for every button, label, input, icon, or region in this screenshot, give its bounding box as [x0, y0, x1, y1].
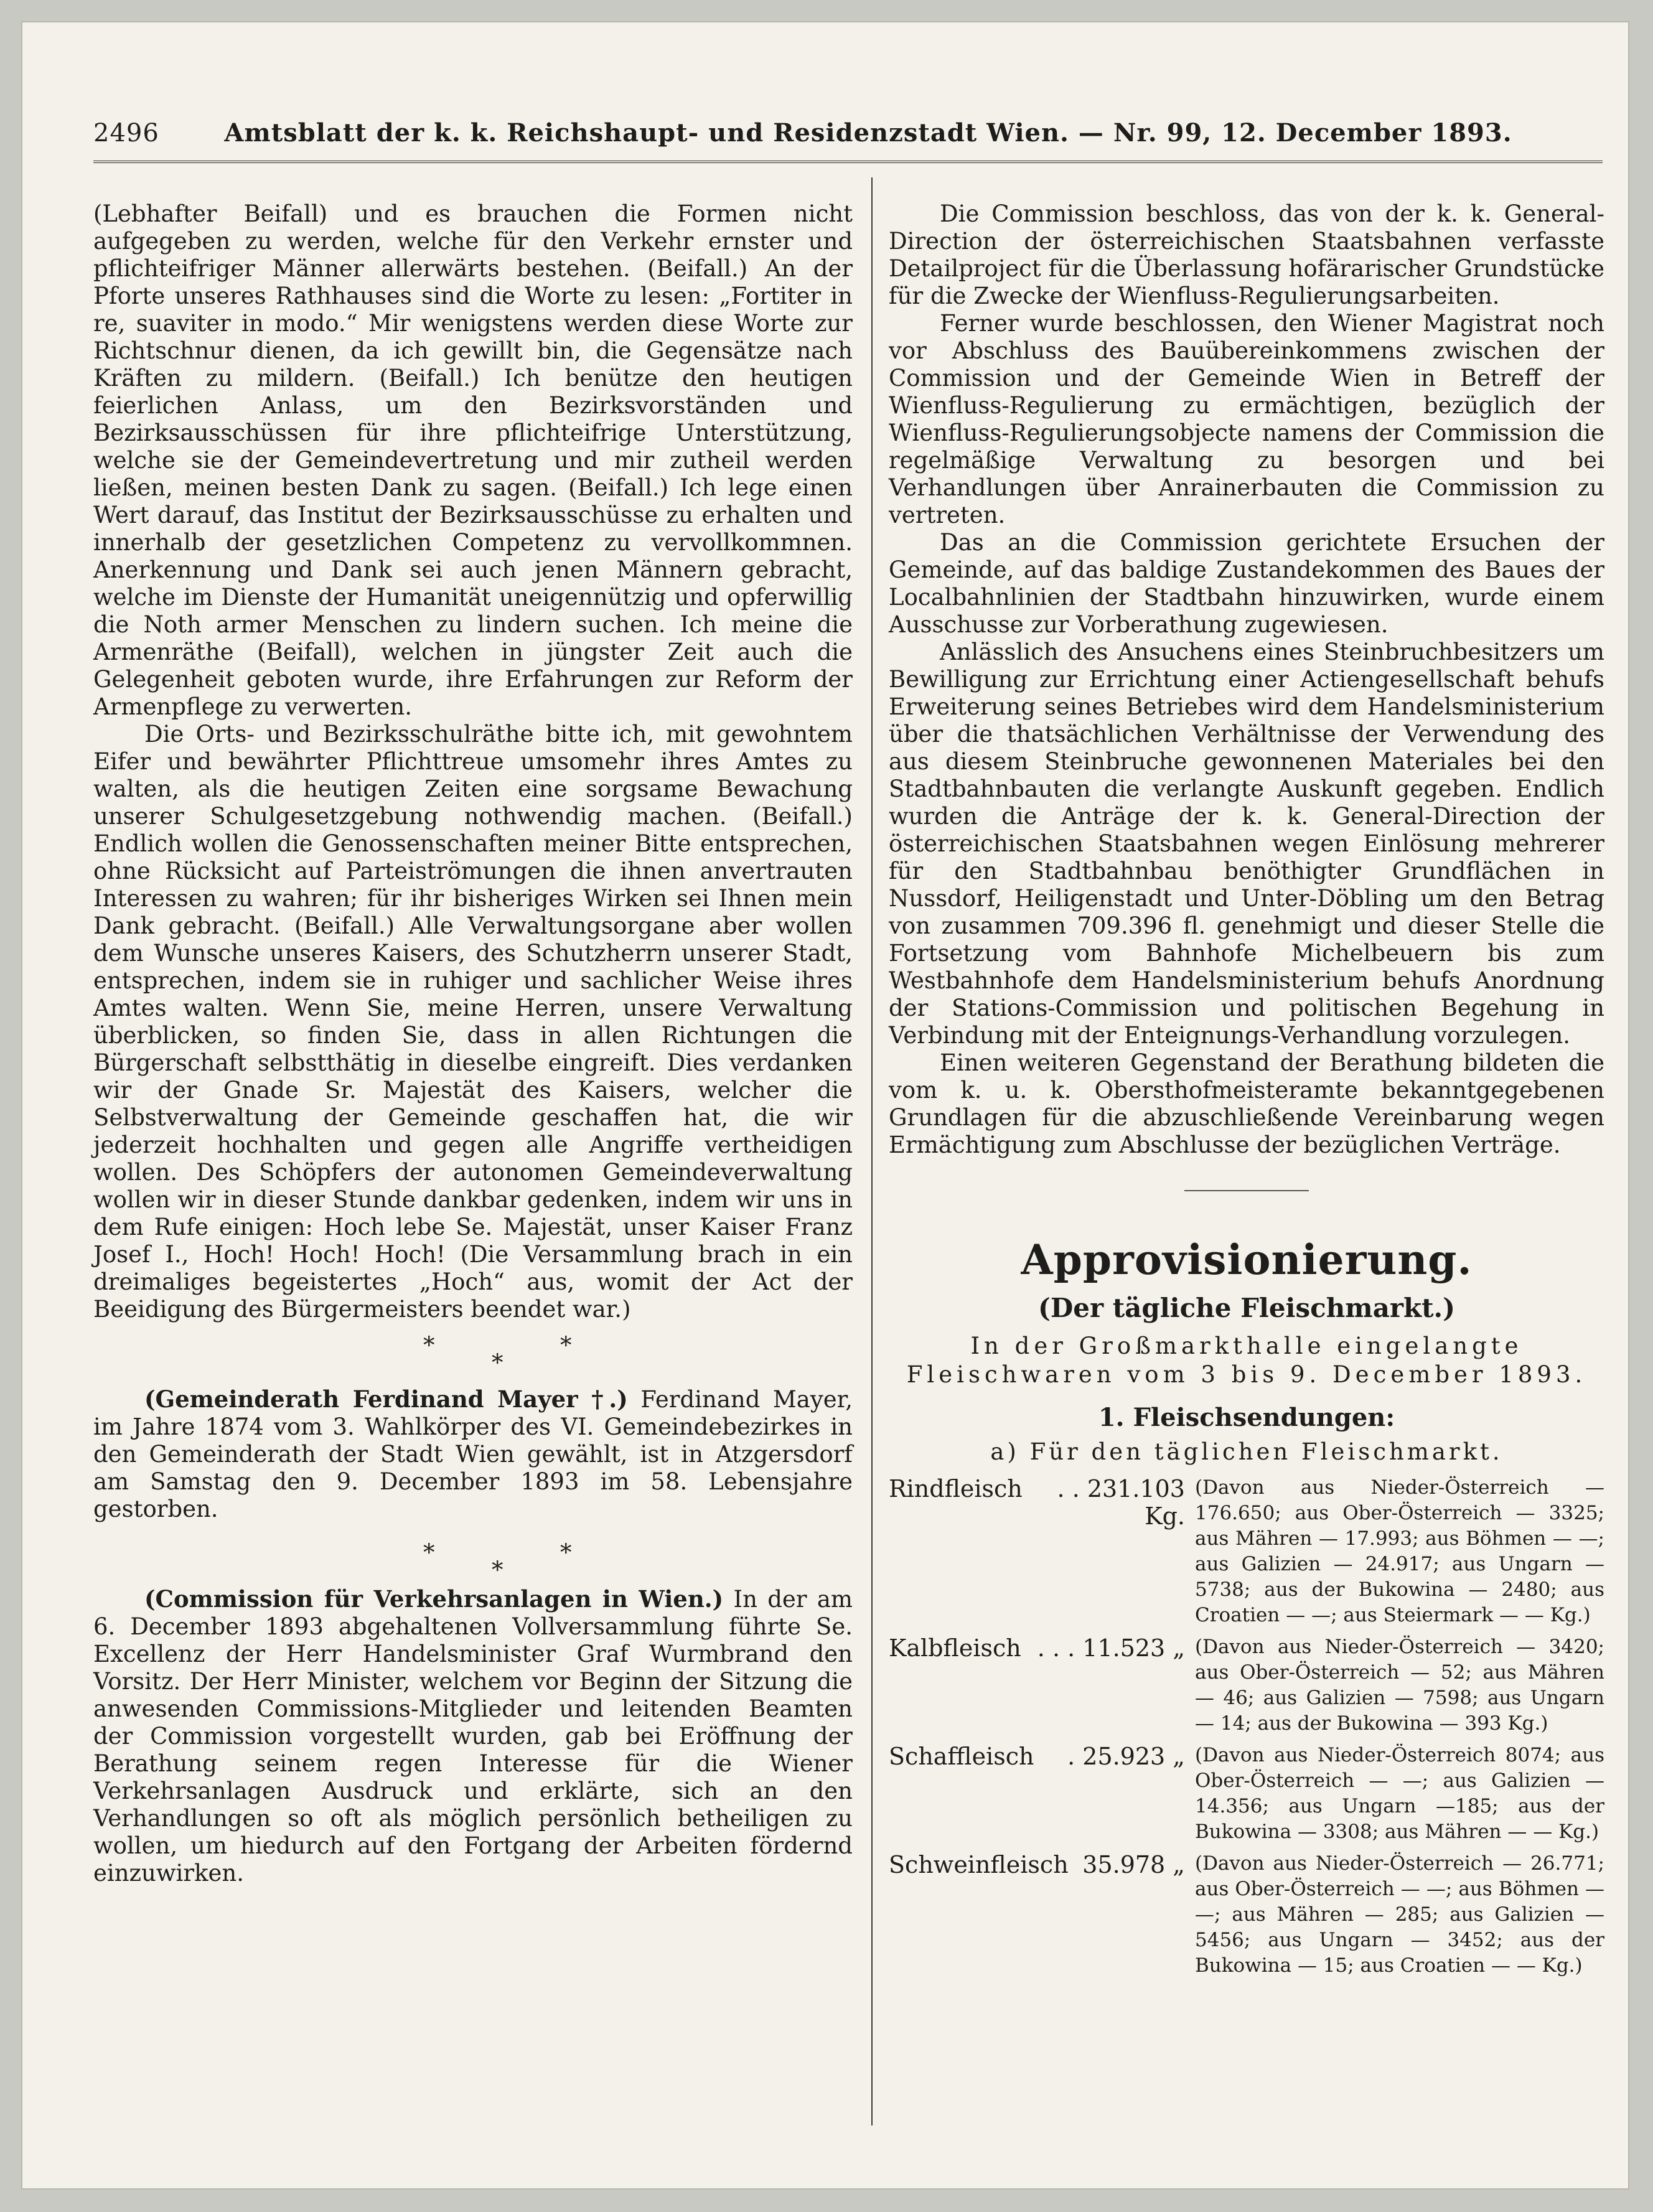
section-separator-stars-2 — [93, 1523, 853, 1585]
star: * — [560, 1539, 572, 1566]
obituary-heading: (Gemeinderath Ferdinand Mayer †.) — [144, 1385, 628, 1413]
left-column — [93, 200, 853, 1887]
column-divider — [871, 177, 873, 2125]
meat-list — [889, 1475, 1604, 1979]
meat-name: Schweinfleisch — [889, 1851, 1069, 1878]
star: * — [423, 1539, 435, 1566]
meat-quantity: . . . 11.523 „ — [1037, 1634, 1185, 1662]
meat-quantity: 35.978 „ — [1082, 1851, 1185, 1878]
commission-paragraph-5: Anlässlich des Ansuchens eines Steinbruchbesitzers um Bewilligung zur Errichtung einer Actiengesellschaft behufs Erweiterung seines Betriebes wird dem Handelsministerium über die thatsächlichen Verhältnisse der Verwendung des aus diesem Steinbruche gewonnenen Materiales bei den Stadtbahnbauten die verlangte Auskunft gegeben. Endlich wurden die Anträge der k. k. General-Direction der österreichischen Staatsbahnen wegen Einlösung mehrerer für den Stadtbahnbau benöthigter Grundflächen in Nussdorf, Heiligenstadt und Unter-Döbling um den Betrag von zusammen 709.396 fl. genehmigt und dieser Stelle die Fortsetzung vom Bahnhofe Michelbeuern bis zum Westbahnhofe dem Handelsministerium behufs Anordnung der Stations-Commission und politischen Begehung in Verbindung mit der Enteignungs-Verhandlung vorzulegen. — [889, 639, 1604, 1049]
star: * — [423, 1332, 435, 1359]
meat-origin-detail: (Davon aus Nieder-Österreich — 26.771; aus Ober-Österreich — —; aus Böhmen — —; aus Mähren — 285; aus Galizien — 5456; aus Ungarn — 3452; aus der Bukowina — 15; aus Croatien — — Kg.) — [1195, 1852, 1604, 1977]
commission-paragraph-2: Die Commission beschloss, das von der k. k. General-Direction der österreichischen Staatsbahnen verfasste Detailproject für die Überlassung hofärarischer Grundstücke für die Zwecke der Wienfluss-Regulierungsarbeiten. — [889, 200, 1604, 309]
section-subtitle: (Der tägliche Fleischmarkt.) — [1037, 1293, 1456, 1323]
star: * — [560, 1332, 572, 1359]
commission-body: In der am 6. December 1893 abgehaltenen Vollversammlung führte Se. Excellenz der Herr Handelsminister Graf Wurmbrand den Vorsitz. Der Herr Minister, welchem vor Beginn der Sitzung die anwesenden Commissions-Mitglieder und leitenden Beamten der Commission vorgestellt wurden, gab bei Eröffnung der Berathung seinem regen Interesse für die Wiener Verkehrsanlagen Ausdruck und erklärte, sich an den Verhandlungen so oft als möglich persönlich betheiligen zu wollen, um hiedurch auf den Fortgang der Arbeiten fördernd einzuwirken. — [93, 1586, 853, 1886]
meat-name: Rindfleisch — [889, 1475, 1023, 1502]
section-divider — [1184, 1190, 1309, 1191]
meat-row — [889, 1851, 1604, 1979]
meat-quantity: . . 231.103 Kg. — [1057, 1475, 1185, 1530]
section-intro: In der Großmarkthalle eingelangte Fleischwaren vom 3 bis 9. December 1893. — [906, 1333, 1587, 1388]
page-number: 2496 — [93, 119, 159, 148]
subsection-subheading: a) Für den täglichen Fleischmarkt. — [990, 1438, 1503, 1465]
commission-heading: (Commission für Verkehrsanlagen in Wien.) — [144, 1585, 724, 1613]
star: * — [492, 1557, 503, 1583]
speech-paragraph-2: Die Orts- und Bezirksschulräthe bitte ich, mit gewohntem Eifer und bewährter Pflichttreue umsomehr ihres Amtes zu walten, als die heutigen Zeiten eine sorgsame Bewachung unserer Schulgesetzgebung nothwendig machen. (Beifall.) Endlich wollen die Genossenschaften meiner Bitte entsprechen, ohne Rücksicht auf Parteiströmungen die ihnen anvertrauten Interessen zu wahren; für ihr bisheriges Wirken sei Ihnen mein Dank gebracht. (Beifall.) Alle Verwaltungsorgane aber wollen dem Wunsche unseres Kaisers, des Schutzherrn unserer Stadt, entsprechen, indem sie in ruhiger und sachlicher Weise ihres Amtes walten. Wenn Sie, meine Herren, unsere Verwaltung überblicken, so finden Sie, dass in allen Richtungen die Bürgerschaft selbstthätig in dieselbe eingreift. Dies verdanken wir der Gnade Sr. Majestät des Kaisers, welcher die Selbstverwaltung der Gemeinde geschaffen hat, die wir jederzeit hochhalten und gegen alle Angriffe vertheidigen wollen. Des Schöpfers der autonomen Gemeindeverwaltung wollen wir in dieser Stunde dankbar gedenken, indem wir uns in dem Rufe einigen: Hoch lebe Se. Majestät, unser Kaiser Franz Josef I., Hoch! Hoch! Hoch! (Die Versammlung brach in ein dreimaliges begeistertes „Hoch“ aus, womit der Act der Beeidigung des Bürgermeisters beendet war.) — [93, 721, 853, 1323]
meat-name: Kalbfleisch — [889, 1634, 1021, 1662]
right-column — [889, 200, 1604, 1985]
meat-origin-detail: (Davon aus Nieder-Österreich — 176.650; aus Ober-Österreich — 3325; aus Mähren — 17.993; aus Böhmen — —; aus Galizien — 24.917; aus Ungarn — 5738; aus der Bukowina — 2480; aus Croatien — —; aus Steiermark — — Kg.) — [1195, 1476, 1604, 1626]
commission-paragraph — [93, 1585, 853, 1887]
commission-paragraph-3: Ferner wurde beschlossen, den Wiener Magistrat noch vor Abschluss des Bauübereinkommens zwischen der Commission und der Gemeinde Wien in Betreff der Wienfluss-Regulierung zu ermächtigen, bezüglich der Wienfluss-Regulierungsobjecte namens der Commission die regelmäßige Verwaltung zu besorgen und bei Verhandlungen über Anrainerbauten die Commission zu vertreten. — [889, 310, 1604, 528]
running-title: Amtsblatt der k. k. Reichshaupt- und Residenzstadt Wien. — Nr. 99, 12. December 1893. — [224, 118, 1512, 148]
star: * — [492, 1349, 503, 1376]
subsection-heading: 1. Fleischsendungen: — [1098, 1403, 1395, 1432]
header-rule — [93, 161, 1603, 166]
section-separator-stars — [93, 1323, 853, 1385]
commission-paragraph-4: Das an die Commission gerichtete Ersuchen der Gemeinde, auf das baldige Zustandekommen des Baues der Localbahnlinien der Stadtbahn hinzuwirken, wurde einem Ausschusse zur Vorberathung zugewiesen. — [889, 529, 1604, 638]
obituary-body: Ferdinand Mayer, im Jahre 1874 vom 3. Wahlkörper des VI. Gemeindebezirkes in den Gemeinderath der Stadt Wien gewählt, ist in Atzgersdorf am Samstag den 9. December 1893 im 58. Lebensjahre gestorben. — [93, 1386, 853, 1522]
section-title: Approvisionierung. — [1021, 1235, 1473, 1284]
meat-row — [889, 1634, 1604, 1736]
speech-paragraph-1: (Lebhafter Beifall) und es brauchen die Formen nicht aufgegeben zu werden, welche für den Verkehr ernster und pflichteifriger Männer allerwärts bestehen. (Beifall.) An der Pforte unseres Rathhauses sind die Worte zu lesen: „Fortiter in re, suaviter in modo.“ Mir wenigstens werden diese Worte zur Richtschnur dienen, da ich gewillt bin, die Gegensätze nach Kräften zu mildern. (Beifall.) Ich benütze den heutigen feierlichen Anlass, um den Bezirksvorständen und Bezirksausschüssen für ihre pflichteifrige Unterstützung, welche sie der Gemeindevertretung und mir zutheil werden ließen, meinen besten Dank zu sagen. (Beifall.) Ich lege einen Wert darauf, das Institut der Bezirksausschüsse zu erhalten und innerhalb der gesetzlichen Competenz zu vervollkommnen. Anerkennung und Dank sei auch jenen Männern gebracht, welche im Dienste der Humanität uneigennützig und opferwillig die Noth armer Menschen zu lindern suchen. Ich meine die Armenräthe (Beifall), welchen in jüngster Zeit auch die Gelegenheit geboten wurde, ihre Erfahrungen zur Reform der Armenpflege zu verwerten. — [93, 200, 853, 720]
meat-row — [889, 1475, 1604, 1628]
meat-quantity: . 25.923 „ — [1067, 1743, 1185, 1770]
page-header — [93, 118, 1519, 148]
commission-paragraph-6: Einen weiteren Gegenstand der Berathung bildeten die vom k. u. k. Obersthofmeisteramte bekanntgegebenen Grundlagen für die abzuschließende Vereinbarung wegen Ermächtigung zum Abschlusse der bezüglichen Verträge. — [889, 1049, 1604, 1158]
meat-name: Schaffleisch — [889, 1743, 1034, 1770]
meat-row — [889, 1743, 1604, 1845]
meat-origin-detail: (Davon aus Nieder-Österreich 8074; aus Ober-Österreich — —; aus Galizien — 14.356; aus Ungarn —185; aus der Bukowina — 3308; aus Mähren — — Kg.) — [1195, 1744, 1604, 1843]
meat-origin-detail: (Davon aus Nieder-Österreich — 3420; aus Ober-Österreich — 52; aus Mähren — 46; aus Galizien — 7598; aus Ungarn — 14; aus der Bukowina — 393 Kg.) — [1195, 1636, 1604, 1735]
obituary-paragraph — [93, 1385, 853, 1523]
